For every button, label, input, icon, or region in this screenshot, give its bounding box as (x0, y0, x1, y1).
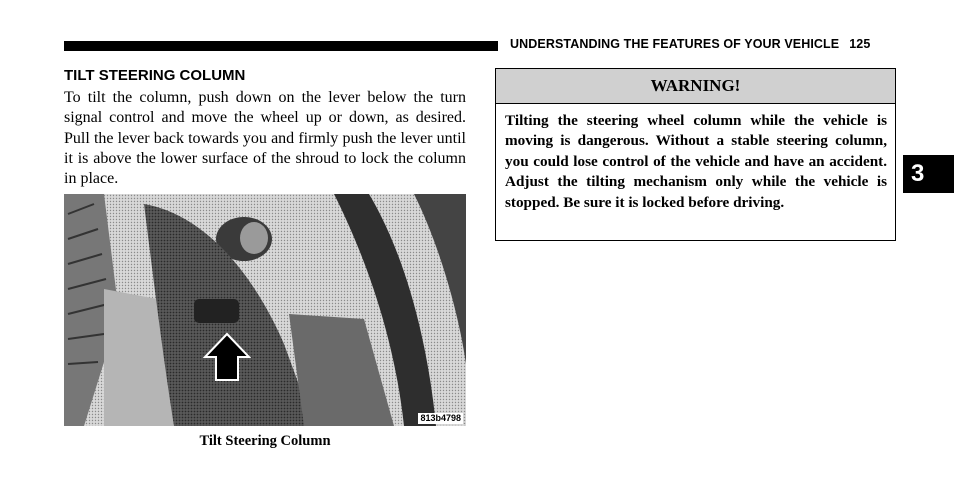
photo-illustration (64, 194, 466, 426)
warning-text: Tilting the steering wheel column while the vehicle is moving is dangerous. Without a stable steering column, you could lose control of the vehicle and have an accident. Adjust the tilting mechanism only while the vehicle is stopped. Be sure it is locked before driving. (505, 112, 887, 211)
section-title: TILT STEERING COLUMN (64, 67, 246, 84)
warning-heading: WARNING! (496, 69, 895, 104)
running-header (510, 37, 900, 55)
section-body: To tilt the column, push down on the lever below the turn signal control and move the wheel up or down, as desired. Pull the lever back towards you and firmly push the lever until it is above the lower surface of the shroud to lock the column in place. (64, 89, 466, 188)
header-title: UNDERSTANDING THE FEATURES OF YOUR VEHICLE (510, 37, 840, 51)
header-rule (64, 41, 498, 51)
figure-caption: Tilt Steering Column (199, 433, 331, 449)
chapter-tab: 3 (903, 155, 954, 193)
page-number: 125 (849, 37, 871, 51)
warning-box (495, 68, 896, 241)
tilt-steering-column-photo (64, 194, 466, 426)
figure-id-label: 813b4798 (420, 413, 461, 423)
